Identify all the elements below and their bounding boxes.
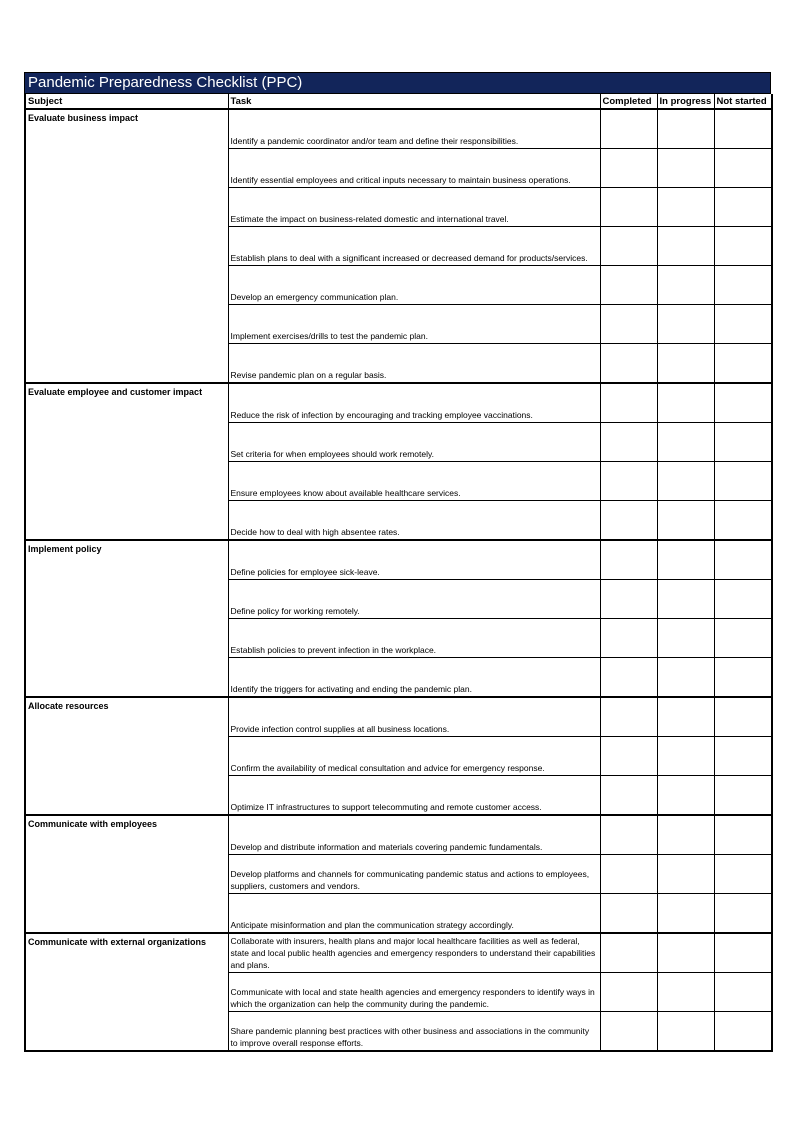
in-progress-cell[interactable] bbox=[657, 462, 714, 501]
completed-cell[interactable] bbox=[600, 462, 657, 501]
not-started-cell[interactable] bbox=[714, 737, 772, 776]
completed-cell[interactable] bbox=[600, 109, 657, 149]
completed-cell[interactable] bbox=[600, 1012, 657, 1052]
in-progress-cell[interactable] bbox=[657, 266, 714, 305]
task-row bbox=[25, 697, 772, 737]
task-text: Develop platforms and channels for communicating pandemic status and actions to employees, suppliers, customers and vendors. bbox=[228, 855, 600, 894]
not-started-cell[interactable] bbox=[714, 815, 772, 855]
completed-cell[interactable] bbox=[600, 188, 657, 227]
in-progress-cell[interactable] bbox=[657, 697, 714, 737]
task-text: Communicate with local and state health agencies and emergency responders to identify ways in which the organization can help the community during the pandemic. bbox=[228, 973, 600, 1012]
header-row bbox=[25, 94, 772, 109]
not-started-cell[interactable] bbox=[714, 227, 772, 266]
completed-cell[interactable] bbox=[600, 619, 657, 658]
in-progress-cell[interactable] bbox=[657, 305, 714, 344]
task-text: Ensure employees know about available healthcare services. bbox=[228, 462, 600, 501]
completed-cell[interactable] bbox=[600, 658, 657, 698]
group-subject: Implement policy bbox=[25, 540, 228, 697]
task-row bbox=[25, 815, 772, 855]
task-text: Develop and distribute information and materials covering pandemic fundamentals. bbox=[228, 815, 600, 855]
sheet-title: Pandemic Preparedness Checklist (PPC) bbox=[24, 72, 771, 94]
in-progress-cell[interactable] bbox=[657, 423, 714, 462]
in-progress-cell[interactable] bbox=[657, 383, 714, 423]
in-progress-cell[interactable] bbox=[657, 658, 714, 698]
in-progress-cell[interactable] bbox=[657, 149, 714, 188]
group-subject: Allocate resources bbox=[25, 697, 228, 815]
not-started-cell[interactable] bbox=[714, 619, 772, 658]
task-row bbox=[25, 540, 772, 580]
task-text: Optimize IT infrastructures to support telecommuting and remote customer access. bbox=[228, 776, 600, 816]
checklist-sheet bbox=[24, 72, 771, 1052]
completed-cell[interactable] bbox=[600, 855, 657, 894]
completed-cell[interactable] bbox=[600, 933, 657, 973]
in-progress-cell[interactable] bbox=[657, 540, 714, 580]
task-text: Confirm the availability of medical consultation and advice for emergency response. bbox=[228, 737, 600, 776]
task-row bbox=[25, 383, 772, 423]
not-started-cell[interactable] bbox=[714, 501, 772, 541]
in-progress-cell[interactable] bbox=[657, 815, 714, 855]
completed-cell[interactable] bbox=[600, 305, 657, 344]
not-started-cell[interactable] bbox=[714, 894, 772, 934]
completed-cell[interactable] bbox=[600, 580, 657, 619]
group-subject: Evaluate business impact bbox=[25, 109, 228, 383]
task-row bbox=[25, 109, 772, 149]
checklist-body bbox=[25, 109, 772, 1051]
completed-cell[interactable] bbox=[600, 737, 657, 776]
header-subject: Subject bbox=[25, 94, 228, 109]
task-text: Set criteria for when employees should work remotely. bbox=[228, 423, 600, 462]
task-text: Collaborate with insurers, health plans and major local healthcare facilities as well as federal, state and local public health agencies and emergency responders to understand their capabilities and plans. bbox=[228, 933, 600, 973]
group-subject: Evaluate employee and customer impact bbox=[25, 383, 228, 540]
in-progress-cell[interactable] bbox=[657, 776, 714, 816]
task-text: Provide infection control supplies at all business locations. bbox=[228, 697, 600, 737]
not-started-cell[interactable] bbox=[714, 776, 772, 816]
not-started-cell[interactable] bbox=[714, 109, 772, 149]
task-text: Reduce the risk of infection by encouraging and tracking employee vaccinations. bbox=[228, 383, 600, 423]
not-started-cell[interactable] bbox=[714, 540, 772, 580]
in-progress-cell[interactable] bbox=[657, 580, 714, 619]
header-not-started: Not started bbox=[714, 94, 772, 109]
completed-cell[interactable] bbox=[600, 149, 657, 188]
in-progress-cell[interactable] bbox=[657, 227, 714, 266]
group-subject: Communicate with employees bbox=[25, 815, 228, 933]
in-progress-cell[interactable] bbox=[657, 737, 714, 776]
completed-cell[interactable] bbox=[600, 266, 657, 305]
task-text: Anticipate misinformation and plan the communication strategy accordingly. bbox=[228, 894, 600, 934]
task-text: Identify essential employees and critical inputs necessary to maintain business operations. bbox=[228, 149, 600, 188]
completed-cell[interactable] bbox=[600, 776, 657, 816]
task-text: Revise pandemic plan on a regular basis. bbox=[228, 344, 600, 384]
task-text: Develop an emergency communication plan. bbox=[228, 266, 600, 305]
in-progress-cell[interactable] bbox=[657, 619, 714, 658]
completed-cell[interactable] bbox=[600, 815, 657, 855]
completed-cell[interactable] bbox=[600, 501, 657, 541]
task-text: Define policy for working remotely. bbox=[228, 580, 600, 619]
in-progress-cell[interactable] bbox=[657, 933, 714, 973]
task-text: Establish plans to deal with a significant increased or decreased demand for products/services. bbox=[228, 227, 600, 266]
not-started-cell[interactable] bbox=[714, 697, 772, 737]
not-started-cell[interactable] bbox=[714, 658, 772, 698]
task-text: Identify the triggers for activating and ending the pandemic plan. bbox=[228, 658, 600, 698]
header-task: Task bbox=[228, 94, 600, 109]
not-started-cell[interactable] bbox=[714, 423, 772, 462]
not-started-cell[interactable] bbox=[714, 305, 772, 344]
in-progress-cell[interactable] bbox=[657, 344, 714, 384]
checklist-table bbox=[24, 94, 773, 1052]
not-started-cell[interactable] bbox=[714, 344, 772, 384]
in-progress-cell[interactable] bbox=[657, 855, 714, 894]
in-progress-cell[interactable] bbox=[657, 973, 714, 1012]
completed-cell[interactable] bbox=[600, 973, 657, 1012]
not-started-cell[interactable] bbox=[714, 188, 772, 227]
header-completed: Completed bbox=[600, 94, 657, 109]
in-progress-cell[interactable] bbox=[657, 109, 714, 149]
task-text: Identify a pandemic coordinator and/or team and define their responsibilities. bbox=[228, 109, 600, 149]
not-started-cell[interactable] bbox=[714, 973, 772, 1012]
completed-cell[interactable] bbox=[600, 540, 657, 580]
task-text: Implement exercises/drills to test the pandemic plan. bbox=[228, 305, 600, 344]
not-started-cell[interactable] bbox=[714, 855, 772, 894]
in-progress-cell[interactable] bbox=[657, 1012, 714, 1052]
completed-cell[interactable] bbox=[600, 894, 657, 934]
task-text: Decide how to deal with high absentee rates. bbox=[228, 501, 600, 541]
not-started-cell[interactable] bbox=[714, 383, 772, 423]
task-row bbox=[25, 933, 772, 973]
task-text: Estimate the impact on business-related domestic and international travel. bbox=[228, 188, 600, 227]
not-started-cell[interactable] bbox=[714, 149, 772, 188]
not-started-cell[interactable] bbox=[714, 933, 772, 973]
task-text: Define policies for employee sick-leave. bbox=[228, 540, 600, 580]
header-in-progress: In progress bbox=[657, 94, 714, 109]
group-subject: Communicate with external organizations bbox=[25, 933, 228, 1051]
completed-cell[interactable] bbox=[600, 697, 657, 737]
completed-cell[interactable] bbox=[600, 344, 657, 384]
task-text: Establish policies to prevent infection in the workplace. bbox=[228, 619, 600, 658]
in-progress-cell[interactable] bbox=[657, 188, 714, 227]
not-started-cell[interactable] bbox=[714, 580, 772, 619]
in-progress-cell[interactable] bbox=[657, 501, 714, 541]
task-text: Share pandemic planning best practices with other business and associations in the community to improve overall response efforts. bbox=[228, 1012, 600, 1052]
completed-cell[interactable] bbox=[600, 423, 657, 462]
in-progress-cell[interactable] bbox=[657, 894, 714, 934]
not-started-cell[interactable] bbox=[714, 462, 772, 501]
completed-cell[interactable] bbox=[600, 227, 657, 266]
completed-cell[interactable] bbox=[600, 383, 657, 423]
not-started-cell[interactable] bbox=[714, 1012, 772, 1052]
not-started-cell[interactable] bbox=[714, 266, 772, 305]
